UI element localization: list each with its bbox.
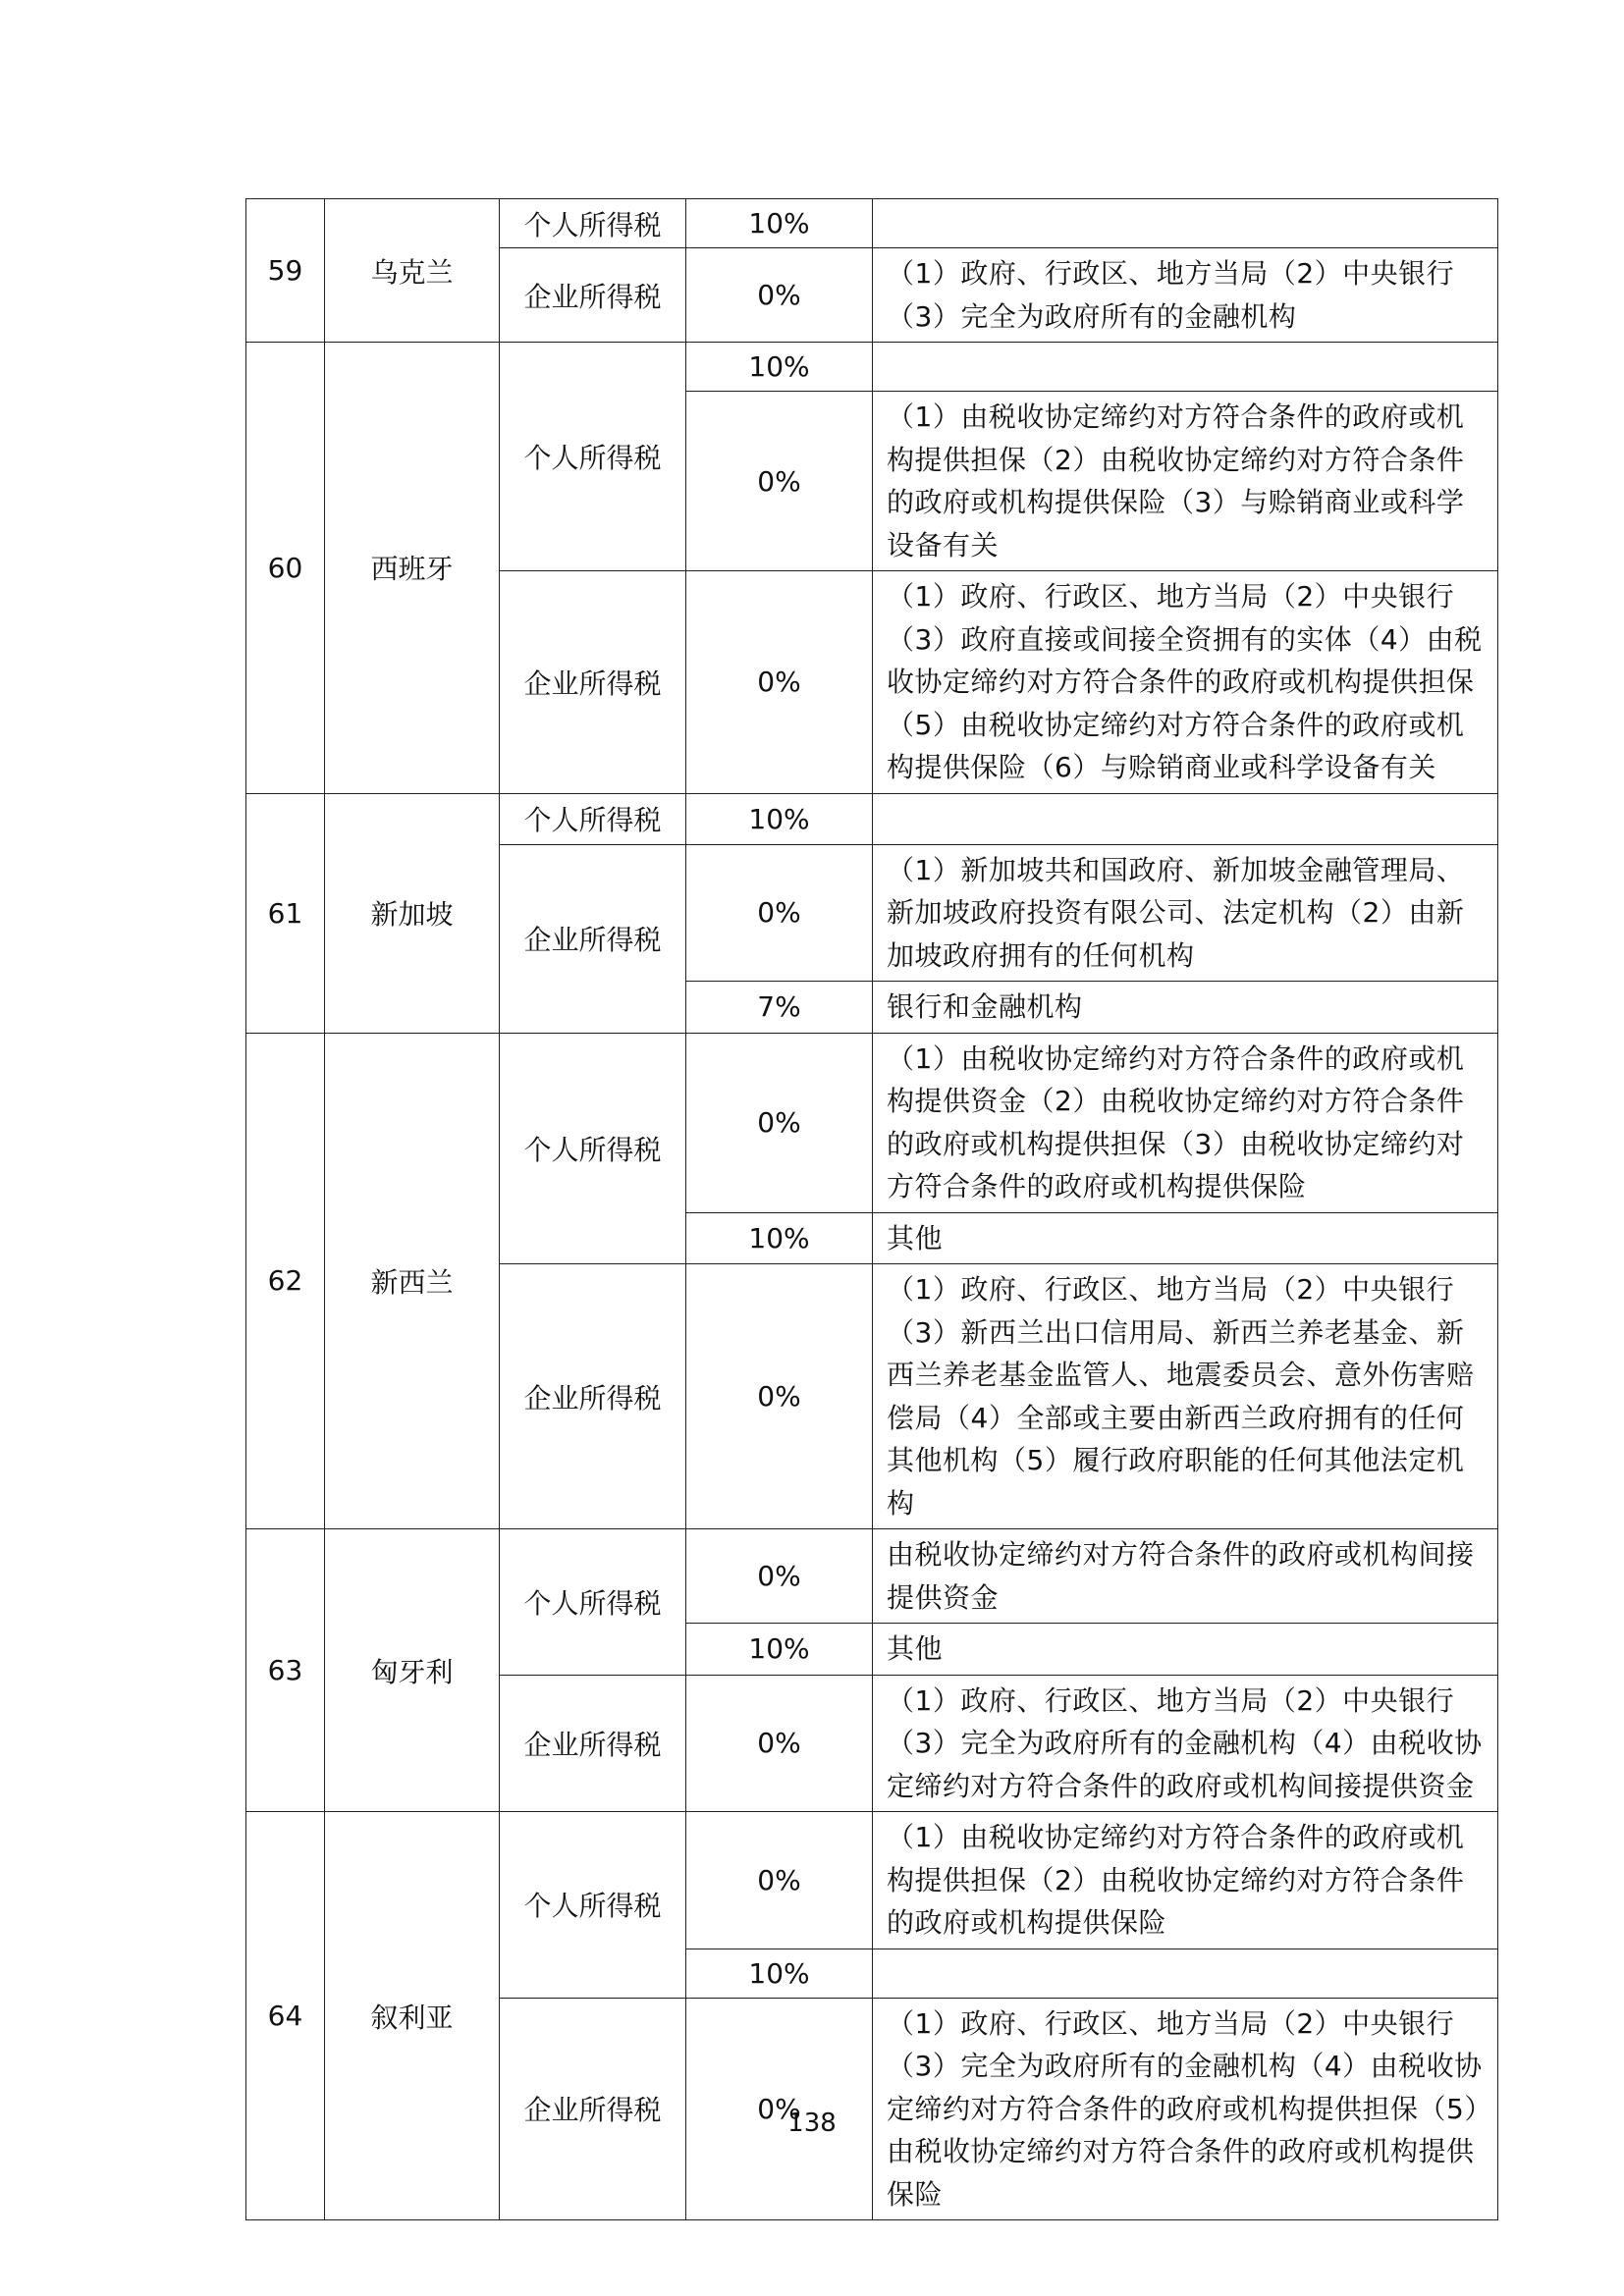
tax-rate: 0% bbox=[686, 1264, 873, 1529]
tax-condition bbox=[873, 343, 1498, 392]
country-name: 新加坡 bbox=[325, 793, 500, 1033]
tax-rate: 0% bbox=[686, 1998, 873, 2220]
country-name: 新西兰 bbox=[325, 1033, 500, 1529]
country-name: 叙利亚 bbox=[325, 1812, 500, 2220]
tax-rate: 10% bbox=[686, 1212, 873, 1264]
tax-condition: 由税收协定缔约对方符合条件的政府或机构间接提供资金 bbox=[873, 1529, 1498, 1624]
page-number: 138 bbox=[787, 2109, 837, 2138]
table-row bbox=[246, 1033, 1498, 1212]
tax-condition bbox=[873, 793, 1498, 844]
tax-condition: （1）政府、行政区、地方当局（2）中央银行（3）完全为政府所有的金融机构（4）由税收协定缔约对方符合条件的政府或机构提供担保（5）由税收协定缔约对方符合条件的政府或机构提供保险 bbox=[873, 1998, 1498, 2220]
row-number: 59 bbox=[246, 199, 325, 343]
tax-condition: 其他 bbox=[873, 1212, 1498, 1264]
row-number: 63 bbox=[246, 1529, 325, 1812]
tax-rate: 7% bbox=[686, 982, 873, 1034]
table-row bbox=[246, 199, 1498, 248]
country-name: 乌克兰 bbox=[325, 199, 500, 343]
tax-condition bbox=[873, 1949, 1498, 1998]
tax-condition: （1）政府、行政区、地方当局（2）中央银行（3）完全为政府所有的金融机构（4）由税收协定缔约对方符合条件的政府或机构间接提供资金 bbox=[873, 1675, 1498, 1812]
row-number: 60 bbox=[246, 343, 325, 794]
tax-rate: 10% bbox=[686, 343, 873, 392]
tax-type: 个人所得税 bbox=[500, 1812, 686, 1999]
tax-condition: 其他 bbox=[873, 1624, 1498, 1676]
tax-rate: 10% bbox=[686, 199, 873, 248]
tax-type: 个人所得税 bbox=[500, 1033, 686, 1264]
tax-rate: 0% bbox=[686, 1675, 873, 1812]
tax-rate: 0% bbox=[686, 844, 873, 982]
table-row bbox=[246, 1812, 1498, 1949]
tax-rate: 10% bbox=[686, 1624, 873, 1676]
tax-condition: （1）由税收协定缔约对方符合条件的政府或机构提供担保（2）由税收协定缔约对方符合条件的政府或机构提供保险 bbox=[873, 1812, 1498, 1949]
tax-treaty-table bbox=[245, 198, 1498, 2220]
tax-rate: 0% bbox=[686, 1529, 873, 1624]
table-row bbox=[246, 343, 1498, 392]
tax-type: 企业所得税 bbox=[500, 571, 686, 794]
tax-rate: 0% bbox=[686, 1033, 873, 1212]
table-row bbox=[246, 1529, 1498, 1624]
tax-condition: （1）由税收协定缔约对方符合条件的政府或机构提供资金（2）由税收协定缔约对方符合条件的政府或机构提供担保（3）由税收协定缔约对方符合条件的政府或机构提供保险 bbox=[873, 1033, 1498, 1212]
row-number: 62 bbox=[246, 1033, 325, 1529]
tax-type: 个人所得税 bbox=[500, 343, 686, 571]
tax-rate: 10% bbox=[686, 1949, 873, 1998]
tax-type: 个人所得税 bbox=[500, 199, 686, 248]
country-name: 匈牙利 bbox=[325, 1529, 500, 1812]
tax-condition bbox=[873, 199, 1498, 248]
tax-rate: 0% bbox=[686, 1812, 873, 1949]
tax-type: 个人所得税 bbox=[500, 793, 686, 844]
tax-type: 个人所得税 bbox=[500, 1529, 686, 1676]
row-number: 64 bbox=[246, 1812, 325, 2220]
tax-type: 企业所得税 bbox=[500, 248, 686, 343]
tax-type: 企业所得税 bbox=[500, 844, 686, 1033]
tax-condition: （1）由税收协定缔约对方符合条件的政府或机构提供担保（2）由税收协定缔约对方符合条件的政府或机构提供保险（3）与赊销商业或科学设备有关 bbox=[873, 392, 1498, 571]
tax-rate: 0% bbox=[686, 248, 873, 343]
table-row bbox=[246, 793, 1498, 844]
tax-condition: 银行和金融机构 bbox=[873, 982, 1498, 1034]
country-name: 西班牙 bbox=[325, 343, 500, 794]
tax-rate: 0% bbox=[686, 392, 873, 571]
tax-condition: （1）政府、行政区、地方当局（2）中央银行（3）政府直接或间接全资拥有的实体（4）由税收协定缔约对方符合条件的政府或机构提供担保（5）由税收协定缔约对方符合条件的政府或机构提供保险（6）与赊销商业或科学设备有关 bbox=[873, 571, 1498, 794]
tax-type: 企业所得税 bbox=[500, 1998, 686, 2220]
row-number: 61 bbox=[246, 793, 325, 1033]
tax-condition: （1）政府、行政区、地方当局（2）中央银行（3）新西兰出口信用局、新西兰养老基金、新西兰养老基金监管人、地震委员会、意外伤害赔偿局（4）全部或主要由新西兰政府拥有的任何其他机构（5）履行政府职能的任何其他法定机构 bbox=[873, 1264, 1498, 1529]
tax-type: 企业所得税 bbox=[500, 1675, 686, 1812]
tax-rate: 10% bbox=[686, 793, 873, 844]
tax-rate: 0% bbox=[686, 571, 873, 794]
tax-condition: （1）新加坡共和国政府、新加坡金融管理局、新加坡政府投资有限公司、法定机构（2）由新加坡政府拥有的任何机构 bbox=[873, 844, 1498, 982]
tax-condition: （1）政府、行政区、地方当局（2）中央银行（3）完全为政府所有的金融机构 bbox=[873, 248, 1498, 343]
tax-type: 企业所得税 bbox=[500, 1264, 686, 1529]
